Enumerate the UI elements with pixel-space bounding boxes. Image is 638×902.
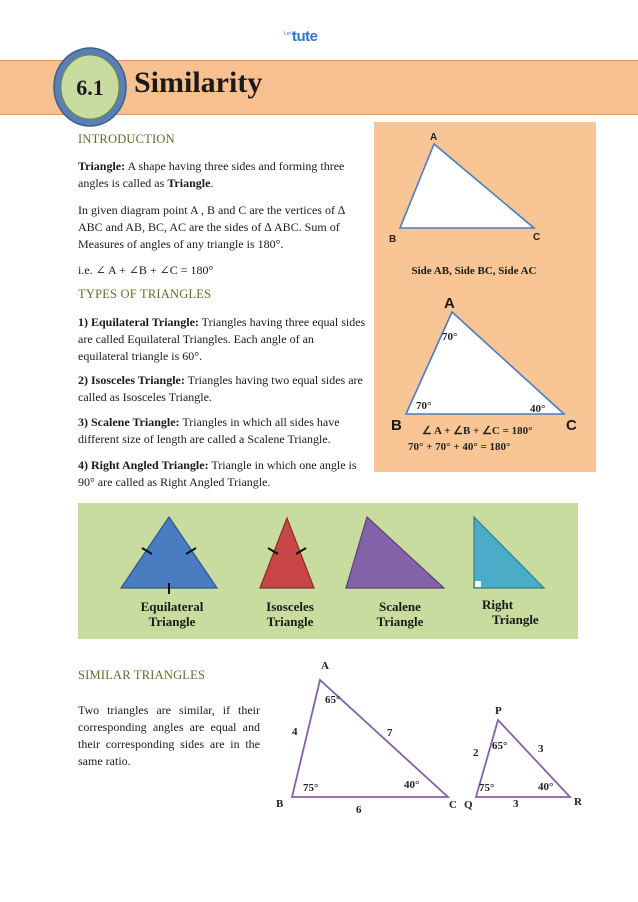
label-line: Triangle <box>148 614 196 629</box>
angle-a-value: 65° <box>325 694 341 706</box>
angle-c-value: 40° <box>404 779 420 791</box>
vertex-c-label: C <box>449 799 457 811</box>
equilateral-label <box>130 599 214 629</box>
right-angle-marker <box>475 581 481 587</box>
vertex-b-label: B <box>389 234 397 245</box>
type-item-isosceles <box>78 372 366 406</box>
type-item-label: 1) Equilateral Triangle: <box>78 315 199 329</box>
type-item-label: 4) Right Angled Triangle: <box>78 458 209 472</box>
types-heading: TYPES OF TRIANGLES <box>78 287 212 301</box>
triangle-definition-label: Triangle: <box>78 159 126 173</box>
label-line: Scalene <box>379 599 421 614</box>
type-item-text: Triangles in which all sides have different size of length are called a Scalene Triangle. <box>78 415 340 446</box>
vertex-c-label: C <box>533 232 541 243</box>
equilateral-triangle-shape <box>121 517 217 588</box>
similar-triangles-diagram <box>270 655 600 825</box>
label-line: Equilateral <box>140 599 204 614</box>
triangle-abc-outline <box>400 144 534 228</box>
label-line: Triangle <box>376 614 424 629</box>
vertex-b-label: B <box>276 798 284 810</box>
side-bc-length: 6 <box>356 804 362 816</box>
angle-sum-example: 70° + 70° + 40° = 180° <box>408 441 511 453</box>
side-pr-length: 3 <box>538 743 544 755</box>
triangle-diagrams <box>374 122 596 472</box>
angle-b-value: 70° <box>416 400 432 412</box>
type-item-label: 3) Scalene Triangle: <box>78 415 180 429</box>
right-label <box>470 597 560 627</box>
angle-b-value: 75° <box>303 782 319 794</box>
right-triangle-shape <box>474 517 544 588</box>
angle-p-value: 65° <box>492 740 508 752</box>
vertex-q-label: Q <box>464 799 473 811</box>
side-ac-length: 7 <box>387 727 393 739</box>
isosceles-label <box>250 599 330 629</box>
angle-r-value: 40° <box>538 781 554 793</box>
angle-sum-formula: i.e. ∠ A + ∠B + ∠C = 180° <box>78 263 214 277</box>
side-pq-length: 2 <box>473 747 479 759</box>
chapter-number-badge <box>52 46 128 128</box>
label-line: Triangle <box>266 614 314 629</box>
triangle-abc-outline <box>292 680 448 797</box>
side-ab-length: 4 <box>292 726 298 738</box>
isosceles-triangle-shape <box>260 518 314 588</box>
type-item-text: Triangles having three equal sides are called Equilateral Triangles. Each angle of an equilateral triangle is 60°. <box>78 315 366 363</box>
page-title: Similarity <box>134 66 263 99</box>
logo-small-text: Let's <box>284 31 295 37</box>
scalene-triangle-shape <box>346 517 444 588</box>
similar-definition: Two triangles are similar, if their corresponding angles are equal and their corresponding sides are in the same ratio. <box>78 703 260 768</box>
triangle-angles-outline <box>406 312 564 414</box>
label-line: Triangle <box>492 612 539 627</box>
triangle-definition <box>78 158 364 192</box>
vertices-paragraph: In given diagram point A , B and C are the vertices of ∆ ABC and AB, BC, AC are the sides of ∆ ABC. Sum of Measures of angles of any triangle is 180°. <box>78 203 346 251</box>
intro-heading: INTRODUCTION <box>78 132 175 146</box>
angle-sum-equation: ∠ A + ∠B + ∠C = 180° <box>422 425 533 437</box>
type-item-right <box>78 457 368 491</box>
logo-text: tute <box>292 28 318 45</box>
vertex-p-label: P <box>495 705 502 717</box>
angle-a-value: 70° <box>442 331 458 343</box>
label-line: Isosceles <box>266 599 314 614</box>
vertex-a-label: A <box>444 295 455 312</box>
vertex-r-label: R <box>574 796 582 808</box>
type-item-scalene <box>78 414 368 448</box>
vertex-c-label: C <box>566 417 577 434</box>
vertex-a-label: A <box>430 132 438 143</box>
chapter-number: 6.1 <box>76 75 104 100</box>
triangle-definition-end: . <box>210 176 214 190</box>
diagram-caption: Side AB, Side BC, Side AC <box>411 265 537 277</box>
type-item-text: Triangles having two equal sides are called as Isosceles Triangle. <box>78 373 363 404</box>
triangle-definition-term: Triangle <box>167 176 211 190</box>
similar-heading: SIMILAR TRIANGLES <box>78 668 206 682</box>
label-line: Right <box>482 597 514 612</box>
side-qr-length: 3 <box>513 798 519 810</box>
type-item-equilateral <box>78 314 366 365</box>
type-item-text: Triangle in which one angle is 90° are called as Right Angled Triangle. <box>78 458 357 489</box>
vertex-b-label: B <box>391 417 402 434</box>
scalene-label <box>360 599 440 629</box>
angle-c-value: 40° <box>530 403 546 415</box>
vertex-a-label: A <box>321 660 329 672</box>
triangle-definition-text: A shape having three sides and forming three angles is called as <box>78 159 345 190</box>
angle-q-value: 75° <box>479 782 495 794</box>
type-item-label: 2) Isosceles Triangle: <box>78 373 185 387</box>
